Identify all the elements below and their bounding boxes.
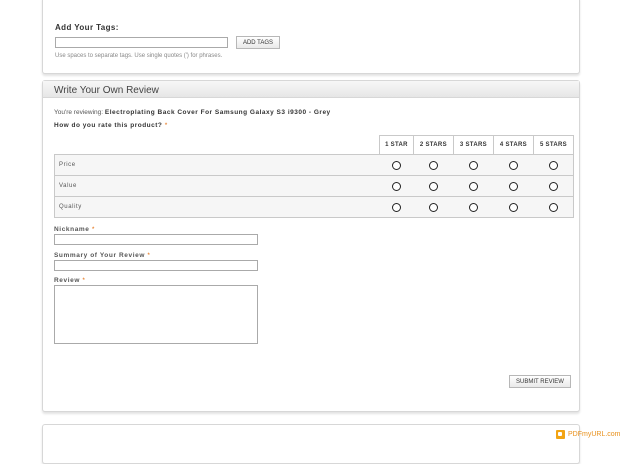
value-4-stars-radio[interactable]	[509, 182, 518, 191]
reviewing-prefix: You're reviewing:	[54, 109, 104, 116]
rating-row-price	[55, 155, 574, 176]
summary-label	[54, 252, 151, 259]
rating-column-3: 3 STARS	[453, 136, 493, 155]
pdf-label: PDFmyURL.com	[568, 431, 621, 438]
value-5-stars-radio[interactable]	[549, 182, 558, 191]
price-4-stars-radio[interactable]	[509, 161, 518, 170]
price-2-stars-radio[interactable]	[429, 161, 438, 170]
rating-column-4: 4 STARS	[493, 136, 533, 155]
quality-4-stars-radio[interactable]	[509, 203, 518, 212]
review-textarea[interactable]	[54, 285, 258, 344]
nickname-label	[54, 226, 95, 233]
summary-input[interactable]	[54, 260, 258, 271]
tags-input[interactable]	[55, 37, 228, 48]
rating-row-quality	[55, 197, 574, 218]
rating-header-row	[55, 136, 574, 155]
quality-3-stars-radio[interactable]	[469, 203, 478, 212]
tags-section	[42, 0, 580, 74]
quality-2-stars-radio[interactable]	[429, 203, 438, 212]
pdf-badge[interactable]	[556, 430, 621, 439]
reviewing-line	[54, 109, 331, 116]
pdf-logo-icon	[556, 430, 565, 439]
rating-table	[54, 135, 574, 218]
rating-column-2: 2 STARS	[413, 136, 453, 155]
review-section	[42, 80, 580, 412]
value-3-stars-radio[interactable]	[469, 182, 478, 191]
rate-question-text: How do you rate this product?	[54, 122, 163, 129]
value-1-star-radio[interactable]	[392, 182, 401, 191]
submit-review-button[interactable]: SUBMIT REVIEW	[509, 375, 571, 388]
required-asterisk: *	[164, 122, 168, 129]
rating-row-label: Value	[55, 176, 380, 197]
rating-header-blank	[55, 136, 380, 155]
quality-5-stars-radio[interactable]	[549, 203, 558, 212]
price-3-stars-radio[interactable]	[469, 161, 478, 170]
nickname-input[interactable]	[54, 234, 258, 245]
required-asterisk: *	[82, 277, 86, 284]
product-name: Electroplating Back Cover For Samsung Galaxy S3 i9300 - Grey	[104, 109, 331, 116]
required-asterisk: *	[147, 252, 151, 259]
tags-hint: Use spaces to separate tags. Use single quotes (') for phrases.	[55, 53, 223, 59]
review-label-text: Review	[54, 277, 81, 284]
price-5-stars-radio[interactable]	[549, 161, 558, 170]
price-1-star-radio[interactable]	[392, 161, 401, 170]
add-tags-button[interactable]: ADD TAGS	[236, 36, 280, 49]
review-label	[54, 277, 86, 284]
required-asterisk: *	[91, 226, 96, 233]
rating-row-label: Price	[55, 155, 380, 176]
rating-column-5: 5 STARS	[533, 136, 573, 155]
quality-1-star-radio[interactable]	[392, 203, 401, 212]
rating-row-value	[55, 176, 574, 197]
rate-question	[54, 122, 168, 129]
rating-row-label: Quality	[55, 197, 380, 218]
tags-title: Add Your Tags:	[55, 23, 119, 32]
next-section	[42, 424, 580, 464]
nickname-label-text: Nickname	[54, 226, 90, 233]
value-2-stars-radio[interactable]	[429, 182, 438, 191]
rating-column-1: 1 STAR	[380, 136, 414, 155]
summary-label-text: Summary of Your Review	[54, 252, 145, 259]
review-heading: Write Your Own Review	[43, 81, 579, 98]
